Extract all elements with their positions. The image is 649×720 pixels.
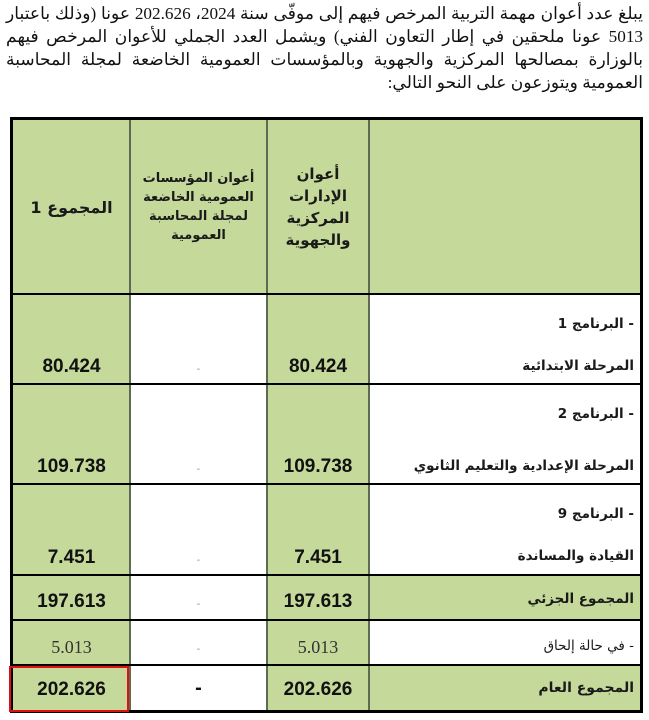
- row2-public-cell: [130, 384, 267, 484]
- row1-label-cell: [369, 294, 640, 384]
- attached-central-cell: [267, 620, 369, 665]
- row3-central: 7.451: [294, 547, 342, 568]
- row-divider: [13, 293, 640, 295]
- row2-program: - البرنامج 2: [557, 406, 634, 422]
- attached-label: - في حالة إلحاق: [543, 638, 634, 654]
- grand-total-label-cell: [369, 665, 640, 710]
- col-divider: [266, 120, 268, 710]
- row2-total: 109.738: [37, 456, 106, 477]
- grand-total-public-cell: [130, 665, 267, 710]
- row1-public-cell: [130, 294, 267, 384]
- header-total: المجموع 1: [13, 120, 130, 294]
- attached-label-cell: [369, 620, 640, 665]
- row3-program: - البرنامج 9: [557, 506, 634, 522]
- subtotal-label: المجموع الجزئي: [527, 591, 634, 607]
- row-divider: [13, 574, 640, 576]
- attached-public: -: [196, 644, 201, 655]
- row2-central-cell: [267, 384, 369, 484]
- row3-total: 7.451: [47, 547, 96, 568]
- header-central-regional: أعوان الإدارات المركزية والجهوية: [267, 120, 369, 294]
- row1-total-cell: [13, 294, 130, 384]
- header-label: [369, 120, 640, 294]
- subtotal-central-cell: [267, 575, 369, 620]
- staff-table: [10, 117, 643, 713]
- grand-total-central: 202.626: [283, 679, 353, 700]
- row3-label: القيادة والمساندة: [517, 548, 634, 564]
- attached-total-cell: [13, 620, 130, 665]
- row-divider: [13, 483, 640, 485]
- subtotal-public: -: [196, 599, 201, 610]
- grand-total-total-cell: [13, 665, 130, 710]
- col-divider: [129, 120, 131, 710]
- row2-total-cell: [13, 384, 130, 484]
- subtotal-label-cell: [369, 575, 640, 620]
- subtotal-total: 197.613: [37, 591, 106, 612]
- grand-total-central-cell: [267, 665, 369, 710]
- attached-total: 5.013: [51, 637, 92, 657]
- row2-label-cell: [369, 384, 640, 484]
- row3-public-cell: [130, 484, 267, 575]
- row1-program: - البرنامج 1: [557, 316, 634, 332]
- header-public-institutions: أعوان المؤسسات العمومية الخاضعة لمجلة المحاسبة العمومية: [130, 120, 267, 294]
- subtotal-public-cell: [130, 575, 267, 620]
- subtotal-central: 197.613: [283, 591, 353, 612]
- row1-central: 80.424: [288, 356, 348, 377]
- row2-label: المرحلة الإعدادية والتعليم الثانوي: [413, 458, 634, 474]
- col-divider: [368, 120, 370, 710]
- grand-total-total: 202.626: [37, 679, 106, 700]
- row3-label-cell: [369, 484, 640, 575]
- row3-central-cell: [267, 484, 369, 575]
- grand-total-label: المجموع العام: [538, 680, 634, 696]
- row1-total: 80.424: [42, 356, 101, 377]
- row1-public: -: [196, 364, 201, 375]
- row3-total-cell: [13, 484, 130, 575]
- intro-paragraph: يبلغ عدد أعوان مهمة التربية المرخص فيهم إلى موفّى سنة 2024، 202.626 عونا (وذلك باعتبار 5013 عونا ملحقين في إطار التعاون الفني) ويشمل العدد الجملي للأعوان المرخص فيهم بالوزارة بمصالحها المركزية والجهوية وبالمؤسسات العمومية الخاضعة لمجلة المحاسبة العمومية ويتوزعون على النحو التالي:: [6, 4, 643, 92]
- grand-total-public: -: [195, 677, 202, 699]
- row-divider: [13, 664, 640, 666]
- row-divider: [13, 619, 640, 621]
- row1-central-cell: [267, 294, 369, 384]
- row-divider: [13, 383, 640, 385]
- attached-central: 5.013: [297, 637, 339, 657]
- row2-central: 109.738: [283, 456, 353, 477]
- row3-public: -: [196, 555, 201, 566]
- row1-label: المرحلة الابتدائية: [522, 358, 634, 374]
- subtotal-total-cell: [13, 575, 130, 620]
- row2-public: -: [196, 464, 201, 475]
- attached-public-cell: [130, 620, 267, 665]
